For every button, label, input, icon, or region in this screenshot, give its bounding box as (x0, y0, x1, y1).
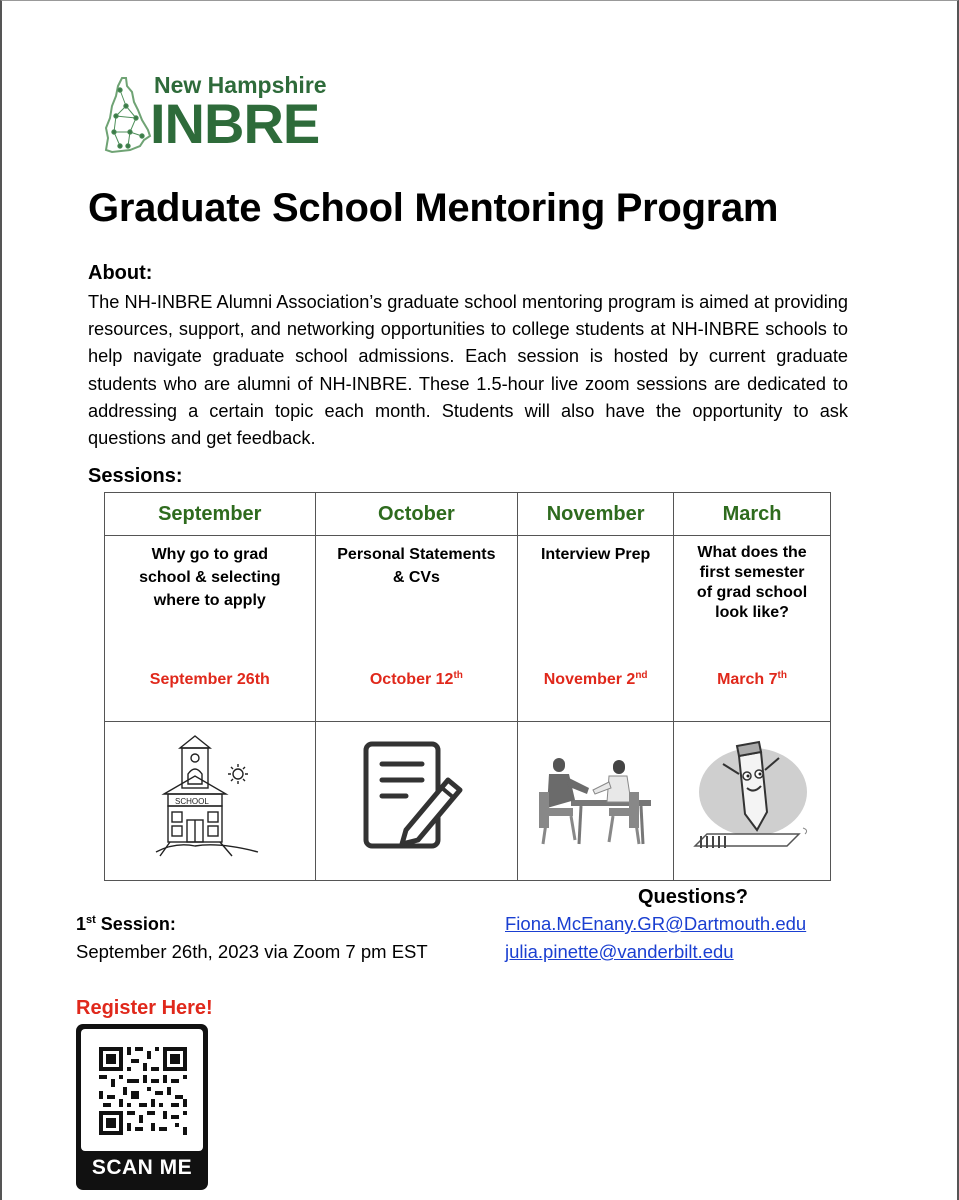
session-topic: What does the first semester of grad school look like? (696, 544, 808, 621)
image-row (105, 722, 831, 881)
svg-text:SCHOOL: SCHOOL (174, 797, 209, 806)
sessions-heading: Sessions: (88, 465, 183, 487)
first-session-detail: September 26th, 2023 via Zoom 7 pm EST (76, 941, 428, 962)
session-date: September 26th (149, 671, 270, 688)
sessions-table (104, 492, 831, 881)
image-cell (674, 722, 831, 881)
interview-icon (531, 748, 661, 858)
register-label: Register Here! (76, 997, 213, 1019)
nh-inbre-logo (100, 72, 327, 156)
session-topic: Personal Statements & CVs (337, 546, 496, 586)
session-topic: Why go to grad school & selecting where to apply (139, 546, 281, 609)
session-date: March 7th (717, 670, 787, 688)
qr-code-card[interactable] (76, 1024, 208, 1190)
qr-code[interactable] (81, 1029, 203, 1151)
document-pencil-icon (356, 740, 476, 860)
image-cell (315, 722, 518, 881)
month-header: September (105, 493, 316, 536)
month-header: November (518, 493, 674, 536)
about-text: The NH-INBRE Alumni Association’s graduate school mentoring program is aimed at providing resources, support, and networking opportunities to college students at NH-INBRE schools to help navigate graduate school admissions. Each session is hosted by current graduate students who are alumni of NH-INBRE. These 1.5-hour live zoom sessions are dedicated to addressing a certain topic each month. Students will also have the opportunity to ask questions and get feedback. (88, 292, 848, 449)
topic-cell (674, 536, 831, 722)
about-heading: About: (88, 262, 153, 284)
first-session-label: 1st Session: (76, 914, 176, 934)
scan-me-label: SCAN ME (91, 1156, 193, 1179)
email-link-julia[interactable]: julia.pinette@vanderbilt.edu (505, 941, 734, 962)
month-row (105, 493, 831, 536)
new-hampshire-state-outline-icon (100, 76, 152, 156)
session-date: October 12th (369, 670, 463, 688)
email-link-fiona[interactable]: Fiona.McEnany.GR@Dartmouth.edu (505, 913, 807, 934)
logo-brand-main: INBRE (150, 92, 320, 155)
page-title: Graduate School Mentoring Program (88, 186, 779, 230)
image-cell (105, 722, 316, 881)
session-date: November 2nd (543, 670, 648, 688)
session-topic: Interview Prep (540, 546, 651, 563)
topic-cell (315, 536, 518, 722)
topic-cell (518, 536, 674, 722)
month-header: October (315, 493, 518, 536)
pencil-notebook-icon (687, 734, 817, 864)
month-header: March (674, 493, 831, 536)
qr-code-icon (81, 1029, 203, 1151)
questions-heading: Questions? (638, 886, 749, 908)
school-icon (150, 734, 270, 864)
image-cell (518, 722, 674, 881)
topic-row (105, 536, 831, 722)
topic-cell (105, 536, 316, 722)
logo-brand-top: New Hampshire (154, 72, 327, 98)
